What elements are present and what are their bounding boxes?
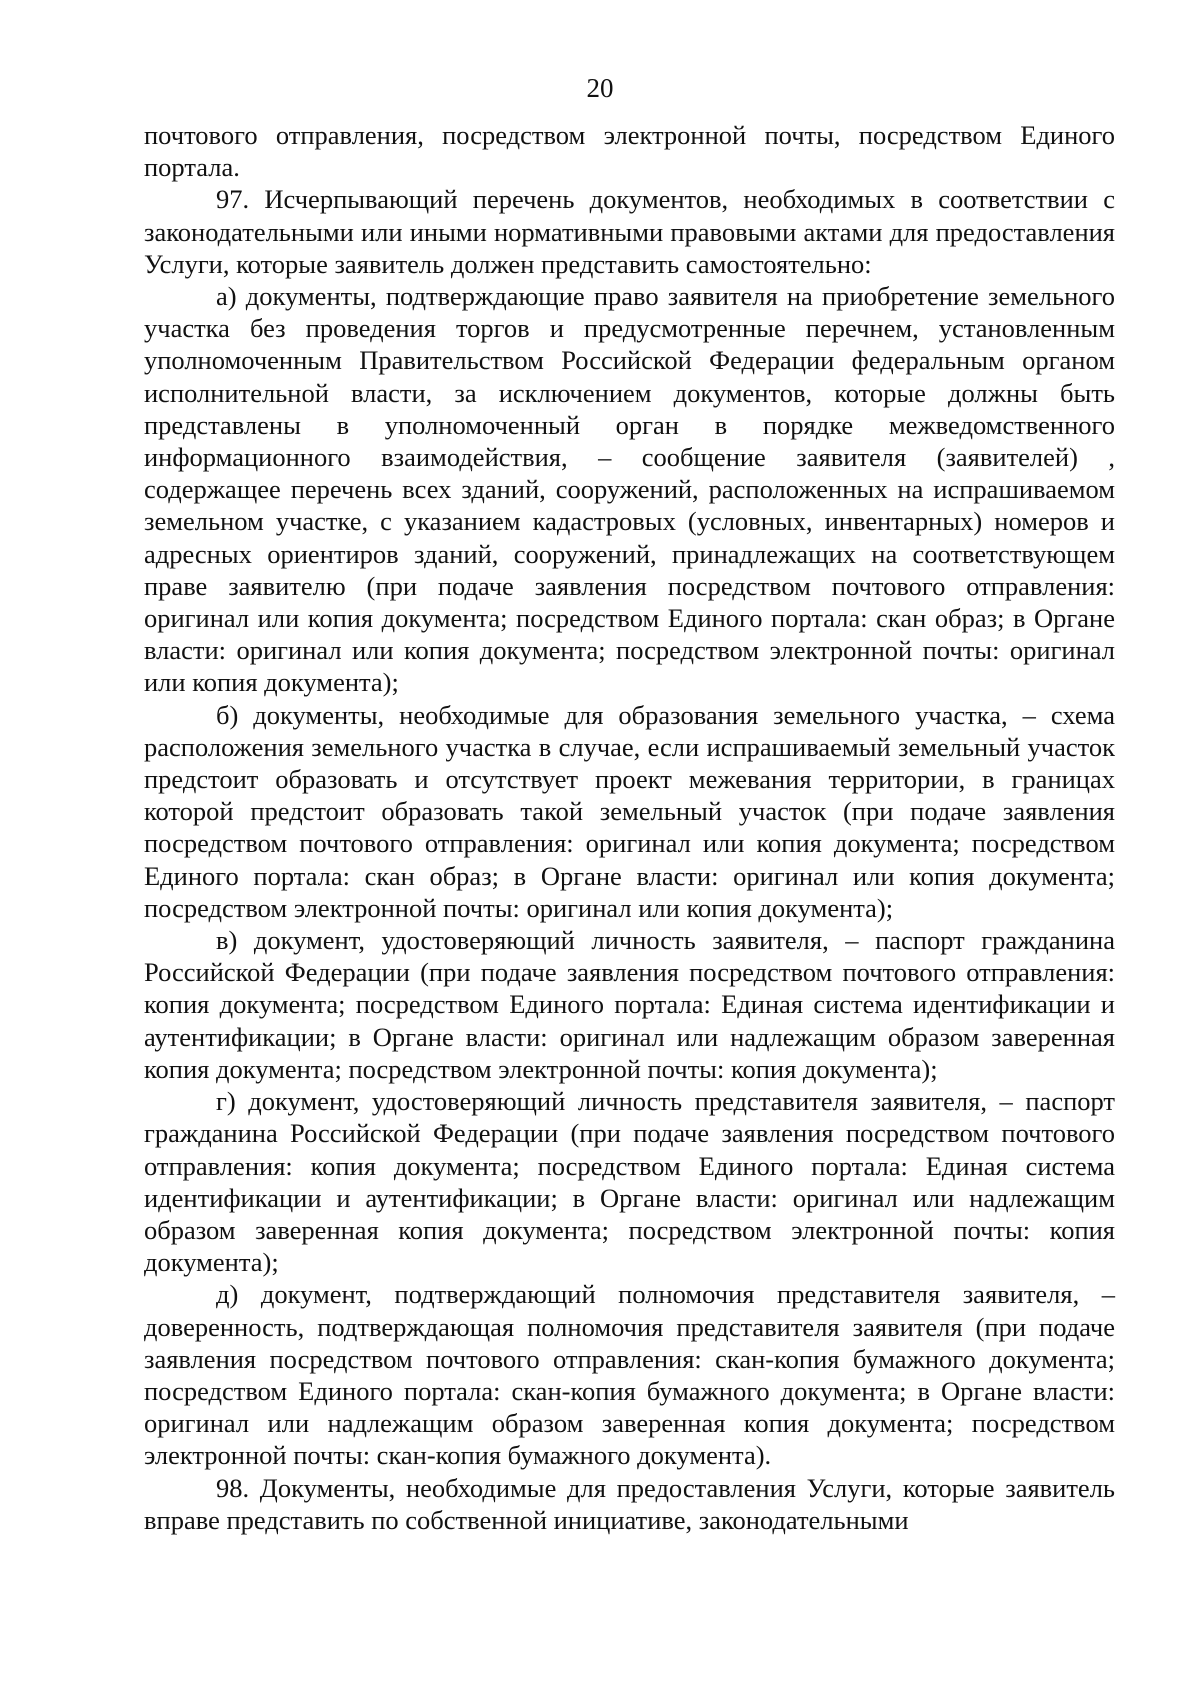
paragraph-continuation: почтового отправления, посредством электронной почты, посредством Единого портала.	[144, 120, 1115, 183]
paragraph-97-a: а) документы, подтверждающие право заявителя на приобретение земельного участка без проведения торгов и предусмотренные перечнем, установленным уполномоченным Правительством Российской Федерации федеральным органом исполнительной власти, за исключением документов, которые должны быть представлены в уполномоченный орган в порядке межведомственного информационного взаимодействия, – сообщение заявителя (заявителей) , содержащее перечень всех зданий, сооружений, расположенных на испрашиваемом земельном участке, с указанием кадастровых (условных, инвентарных) номеров и адресных ориентиров зданий, сооружений, принадлежащих на соответствующем праве заявителю (при подаче заявления посредством почтового отправления: оригинал или копия документа; посредством Единого портала: скан образ; в Органе власти: оригинал или копия документа; посредством электронной почты: оригинал или копия документа);	[144, 281, 1115, 698]
page-number: 20	[586, 73, 614, 103]
paragraph-97-d: д) документ, подтверждающий полномочия представителя заявителя, – доверенность, подтверждающая полномочия представителя заявителя (при подаче заявления посредством почтового отправления: скан-копия бумажного документа; посредством Единого портала: скан-копия бумажного документа; в Органе власти: оригинал или надлежащим образом заверенная копия документа; посредством электронной почты: скан-копия бумажного документа).	[144, 1279, 1115, 1471]
paragraph-97-g: г) документ, удостоверяющий личность представителя заявителя, – паспорт гражданина Российской Федерации (при подаче заявления посредством почтового отправления: копия документа; посредством Единого портала: Единая система идентификации и аутентификации; в Органе власти: оригинал или надлежащим образом заверенная копия документа; посредством электронной почты: копия документа);	[144, 1086, 1115, 1278]
paragraph-98: 98. Документы, необходимые для предоставления Услуги, которые заявитель вправе представить по собственной инициативе, законодательными	[144, 1472, 1115, 1535]
paragraph-97-v: в) документ, удостоверяющий личность заявителя, – паспорт гражданина Российской Федерации (при подаче заявления посредством почтового отправления: копия документа; посредством Единого портала: Единая система идентификации и аутентификации; в Органе власти: оригинал или надлежащим образом заверенная копия документа; посредством электронной почты: копия документа);	[144, 925, 1115, 1084]
paragraph-97: 97. Исчерпывающий перечень документов, необходимых в соответствии с законодательными или иными нормативными правовыми актами для предоставления Услуги, которые заявитель должен представить самостоятельно:	[144, 184, 1115, 279]
document-body	[144, 119, 1115, 1536]
paragraph-97-b: б) документы, необходимые для образования земельного участка, – схема расположения земельного участка в случае, если испрашиваемый земельный участок предстоит образовать и отсутствует проект межевания территории, в границах которой предстоит образовать такой земельный участок (при подаче заявления посредством почтового отправления: оригинал или копия документа; посредством Единого портала: скан образ; в Органе власти: оригинал или копия документа; посредством электронной почты: оригинал или копия документа);	[144, 699, 1115, 923]
